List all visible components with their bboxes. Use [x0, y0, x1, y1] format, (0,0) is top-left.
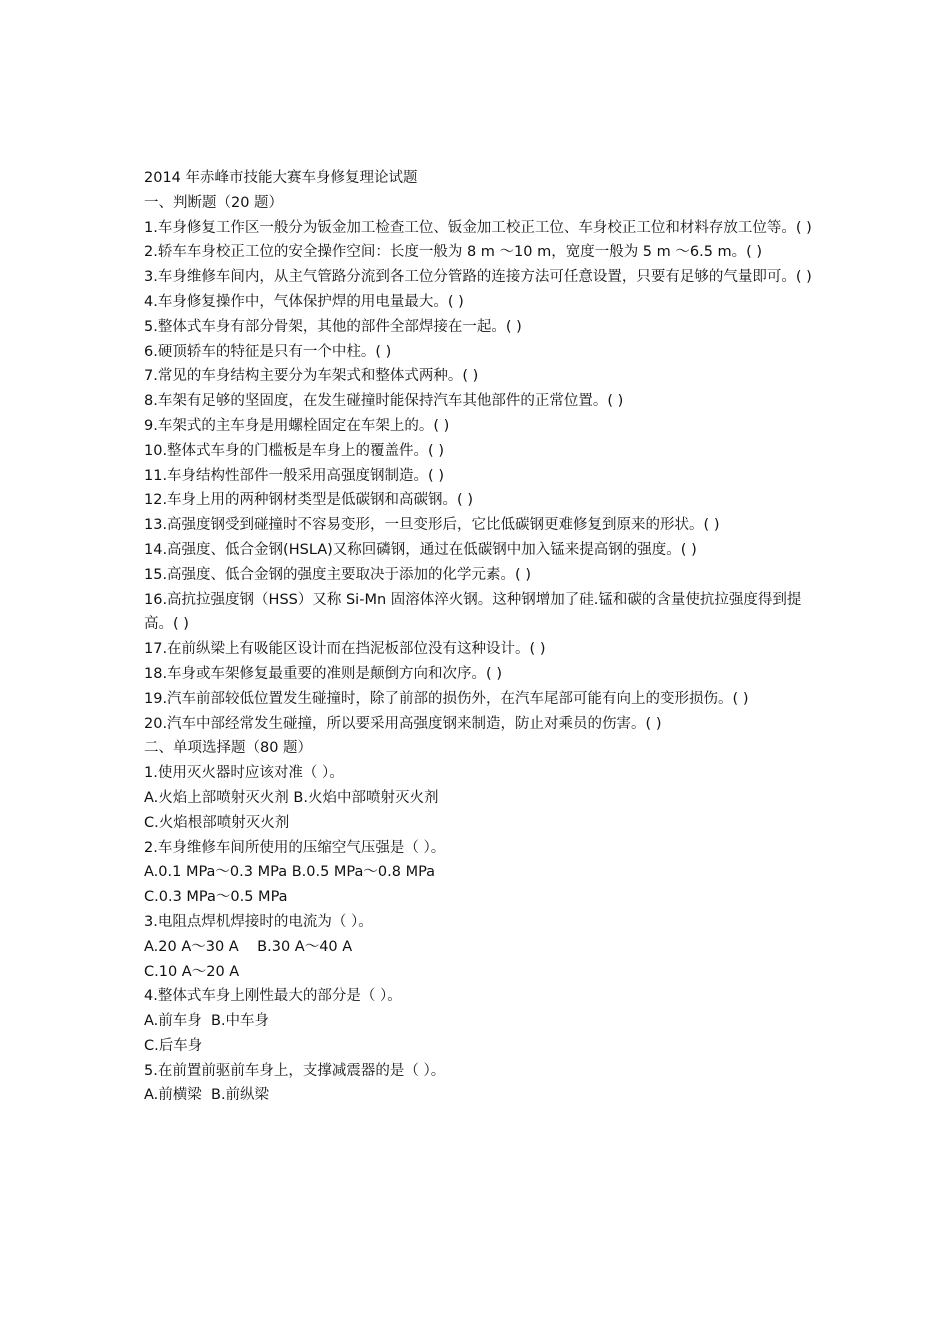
judgment-item: 16.高抗拉强度钢（HSS）又称 Si-Mn 固溶体淬火钢。这种钢增加了硅.锰和碳的含量使抗拉强度得到提高。( ) — [144, 591, 802, 633]
judgment-item: 19.汽车前部较低位置发生碰撞时，除了前部的损伤外，在汽车尾部可能有向上的变形损伤。( ) — [144, 690, 749, 707]
judgment-item: 13.高强度钢受到碰撞时不容易变形，一旦变形后，它比低碳钢更难修复到原来的形状。( ) — [144, 517, 720, 534]
choice-question: 4.整体式车身上刚性最大的部分是（ ）。 — [144, 988, 402, 1005]
choice-question: 2.车身维修车间所使用的压缩空气压强是（ ）。 — [144, 839, 446, 856]
judgment-item: 18.车身或车架修复最重要的准则是颠倒方向和次序。( ) — [144, 665, 502, 682]
choice-options: A.20 A～30 A B.30 A～40 A — [144, 938, 353, 955]
choice-question: 1.使用灭火器时应该对准（ ）。 — [144, 765, 344, 782]
document-body — [144, 166, 814, 1108]
judgment-item: 14.高强度、低合金钢(HSLA)又称回磷钢，通过在低碳钢中加入锰来提高钢的强度。( ) — [144, 541, 697, 558]
judgment-item: 12.车身上用的两种钢材类型是低碳钢和高碳钢。( ) — [144, 492, 473, 509]
choice-options: A.前车身 B.中车身 — [144, 1013, 270, 1030]
judgment-item: 7.常见的车身结构主要分为车架式和整体式两种。( ) — [144, 368, 479, 385]
judgment-item: 3.车身维修车间内，从主气管路分流到各工位分管路的连接方法可任意设置，只要有足够的气量即可。( ) — [144, 269, 812, 286]
judgment-item: 4.车身修复操作中，气体保护焊的用电量最大。( ) — [144, 293, 464, 310]
choice-question: 5.在前置前驱前车身上，支撑减震器的是（ ）。 — [144, 1062, 446, 1079]
choice-options: C.0.3 MPa～0.5 MPa — [144, 889, 288, 906]
choice-options: A.前横梁 B.前纵梁 — [144, 1087, 270, 1104]
choice-options: C.10 A～20 A — [144, 963, 240, 980]
judgment-item: 17.在前纵梁上有吸能区设计而在挡泥板部位没有这种设计。( ) — [144, 641, 546, 658]
judgment-item: 9.车架式的主车身是用螺栓固定在车架上的。( ) — [144, 417, 450, 434]
choice-question: 3.电阻点焊机焊接时的电流为（ ）。 — [144, 913, 373, 930]
choice-options: A.0.1 MPa～0.3 MPa B.0.5 MPa～0.8 MPa — [144, 864, 436, 881]
judgment-item: 10.整体式车身的门槛板是车身上的覆盖件。( ) — [144, 442, 444, 459]
document-title: 2014 年赤峰市技能大赛车身修复理论试题 — [144, 170, 418, 186]
section-heading-judgment: 一、判断题（20 题） — [144, 194, 284, 211]
judgment-item: 5.整体式车身有部分骨架，其他的部件全部焊接在一起。( ) — [144, 318, 522, 335]
section-heading-choice: 二、单项选择题（80 题） — [144, 740, 313, 757]
judgment-item: 8.车架有足够的坚固度，在发生碰撞时能保持汽车其他部件的正常位置。( ) — [144, 393, 624, 410]
judgment-item: 1.车身修复工作区一般分为钣金加工检查工位、钣金加工校正工位、车身校正工位和材料存放工位等。( ) — [144, 219, 812, 236]
choice-options: A.火焰上部喷射灭火剂 B.火焰中部喷射灭火剂 — [144, 789, 439, 806]
judgment-item: 15.高强度、低合金钢的强度主要取决于添加的化学元素。( ) — [144, 566, 531, 583]
choice-options: C.火焰根部喷射灭火剂 — [144, 814, 290, 831]
judgment-item: 6.硬顶轿车的特征是只有一个中柱。( ) — [144, 343, 392, 360]
choice-options: C.后车身 — [144, 1037, 203, 1054]
judgment-item: 2.轿车车身校正工位的安全操作空间：长度一般为 8 m ～10 m，宽度一般为 5 m ～6.5 m。( ) — [144, 244, 763, 261]
judgment-item: 20.汽车中部经常发生碰撞，所以要采用高强度钢来制造，防止对乘员的伤害。( ) — [144, 715, 662, 732]
judgment-item: 11.车身结构性部件一般采用高强度钢制造。( ) — [144, 467, 444, 484]
